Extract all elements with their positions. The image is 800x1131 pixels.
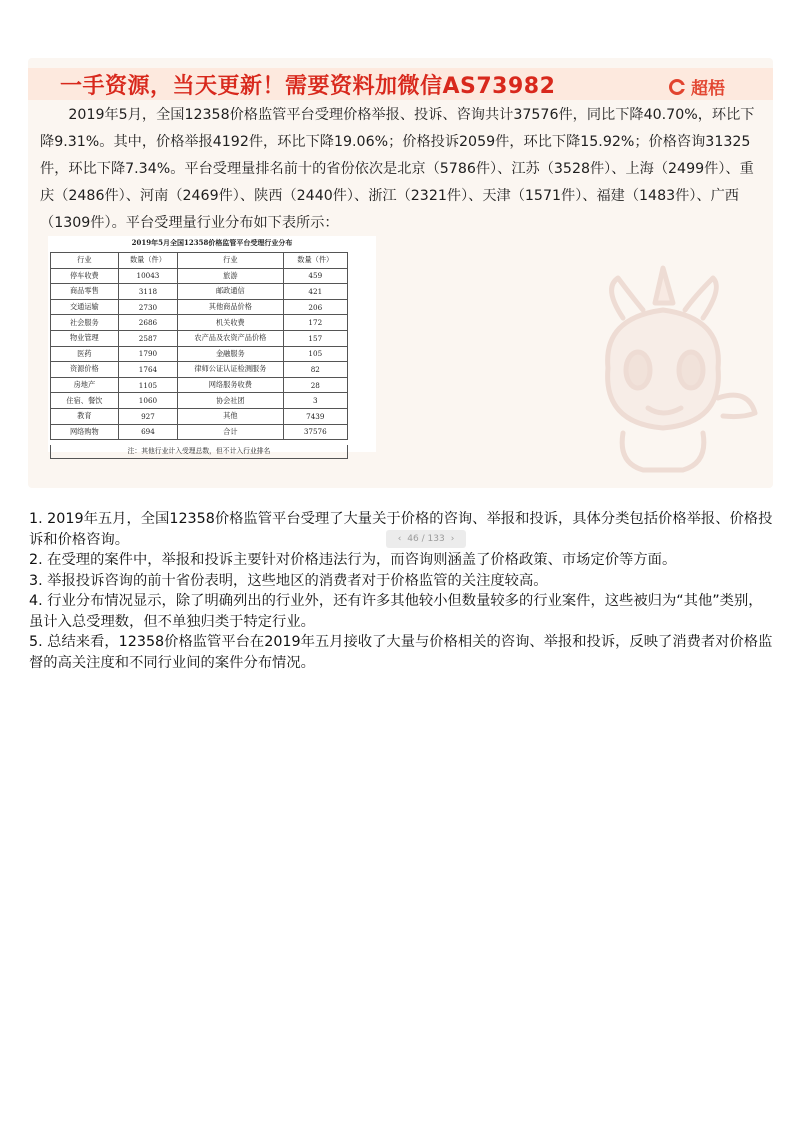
table-row: [51, 299, 348, 315]
table-cell: 物业管理: [51, 330, 119, 346]
summary-item: 4. 行业分布情况显示，除了明确列出的行业外，还有许多其他较小但数量较多的行业案件，这些被归为“其他”类别，虽计入总受理数，但不单独归类于特定行业。: [29, 593, 763, 630]
table-cell: 交通运输: [51, 299, 119, 315]
table-cell: 网络服务收费: [178, 377, 283, 393]
intro-paragraph: 2019年5月，全国12358价格监管平台受理价格举报、投诉、咨询共计37576件，同比下降40.70%，环比下降9.31%。其中，价格举报4192件，环比下降19.06%；价格投诉2059件，环比下降15.92%；价格咨询31325件，环比下降7.34%。平台受理量排名前十的省份依次是北京（5786件）、江苏（3528件）、上海（2499件）、重庆（2486件）、河南（2469件）、陕西（2440件）、浙江（2321件）、天津（1571件）、福建（1483件）、广西（1309件）。平台受理量行业分布如下表所示：: [40, 107, 755, 231]
table-row: [51, 268, 348, 284]
table-cell: 37576: [283, 424, 347, 440]
table-cell: 旅游: [178, 268, 283, 284]
table-cell: 金融服务: [178, 346, 283, 362]
table-cell: 住宿、餐饮: [51, 393, 119, 409]
table-cell: 2686: [118, 315, 177, 331]
table-cell: 1105: [118, 377, 177, 393]
table-cell: 105: [283, 346, 347, 362]
table-cell: 2730: [118, 299, 177, 315]
promo-banner: [28, 68, 773, 100]
table-row: [51, 315, 348, 331]
table-cell: 1790: [118, 346, 177, 362]
page-number: 46 / 133: [407, 534, 445, 544]
table-cell: 房地产: [51, 377, 119, 393]
table-header-cell: 行业: [51, 253, 119, 269]
table-cell: 2587: [118, 330, 177, 346]
table-row: [51, 408, 348, 424]
table-row: [51, 393, 348, 409]
table-cell: 694: [118, 424, 177, 440]
table-cell: 172: [283, 315, 347, 331]
summary-list: [29, 509, 774, 673]
table-cell: 机关收费: [178, 315, 283, 331]
table-cell: 邮政通信: [178, 284, 283, 300]
table-row: [51, 377, 348, 393]
industry-distribution-table-image: [48, 236, 376, 455]
table-cell: 网络购物: [51, 424, 119, 440]
table-cell: 82: [283, 362, 347, 378]
table-header-cell: 数量（件）: [283, 253, 347, 269]
table-cell: 其他商品价格: [178, 299, 283, 315]
table-cell: 教育: [51, 408, 119, 424]
unicorn-mascot-watermark: [563, 248, 763, 478]
table-title: 2019年5月全国12358价格监管平台受理行业分布: [131, 238, 293, 247]
table-note: 注：其他行业计入受理总数，但不计入行业排名: [50, 445, 348, 459]
table-cell: 停车收费: [51, 268, 119, 284]
table-cell: 社会服务: [51, 315, 119, 331]
table-row: [51, 284, 348, 300]
industry-table: [50, 252, 348, 440]
table-cell: 28: [283, 377, 347, 393]
table-row: [51, 424, 348, 440]
table-cell: 3118: [118, 284, 177, 300]
table-cell: 商品零售: [51, 284, 119, 300]
brand-name: 超梧: [691, 79, 725, 99]
table-cell: 合计: [178, 424, 283, 440]
table-row: [51, 346, 348, 362]
table-cell: 医药: [51, 346, 119, 362]
banner-text: 一手资源，当天更新！需要资料加微信AS73982: [60, 74, 556, 99]
table-cell: 157: [283, 330, 347, 346]
table-cell: 律师公证认证检测服务: [178, 362, 283, 378]
table-cell: 421: [283, 284, 347, 300]
table-cell: 农产品及农资产品价格: [178, 330, 283, 346]
chevron-left-icon[interactable]: ‹: [397, 534, 402, 544]
table-header-cell: 数量（件）: [118, 253, 177, 269]
summary-item: 5. 总结来看，12358价格监管平台在2019年五月接收了大量与价格相关的咨询、举报和投诉，反映了消费者对价格监督的高关注度和不同行业间的案件分布情况。: [29, 634, 773, 671]
table-row: [51, 362, 348, 378]
table-cell: 1060: [118, 393, 177, 409]
table-cell: 3: [283, 393, 347, 409]
table-cell: 协会社团: [178, 393, 283, 409]
summary-item: 2. 在受理的案件中，举报和投诉主要针对价格违法行为，而咨询则涵盖了价格政策、市场定价等方面。: [29, 552, 677, 568]
table-header-row: [51, 253, 348, 269]
table-cell: 206: [283, 299, 347, 315]
table-header-cell: 行业: [178, 253, 283, 269]
summary-item: 1. 2019年五月，全国12358价格监管平台受理了大量关于价格的咨询、举报和投诉，具体分类包括价格举报、价格投诉和价格咨询。: [29, 511, 773, 548]
table-cell: 927: [118, 408, 177, 424]
table-cell: 10043: [118, 268, 177, 284]
table-row: [51, 330, 348, 346]
table-cell: 资源价格: [51, 362, 119, 378]
table-cell: 459: [283, 268, 347, 284]
g-logo-icon: [669, 79, 685, 95]
chevron-right-icon[interactable]: ›: [450, 534, 455, 544]
brand-logo: [669, 74, 725, 99]
summary-item: 3. 举报投诉咨询的前十省份表明，这些地区的消费者对于价格监管的关注度较高。: [29, 572, 548, 589]
table-cell: 其他: [178, 408, 283, 424]
table-cell: 7439: [283, 408, 347, 424]
table-cell: 1764: [118, 362, 177, 378]
